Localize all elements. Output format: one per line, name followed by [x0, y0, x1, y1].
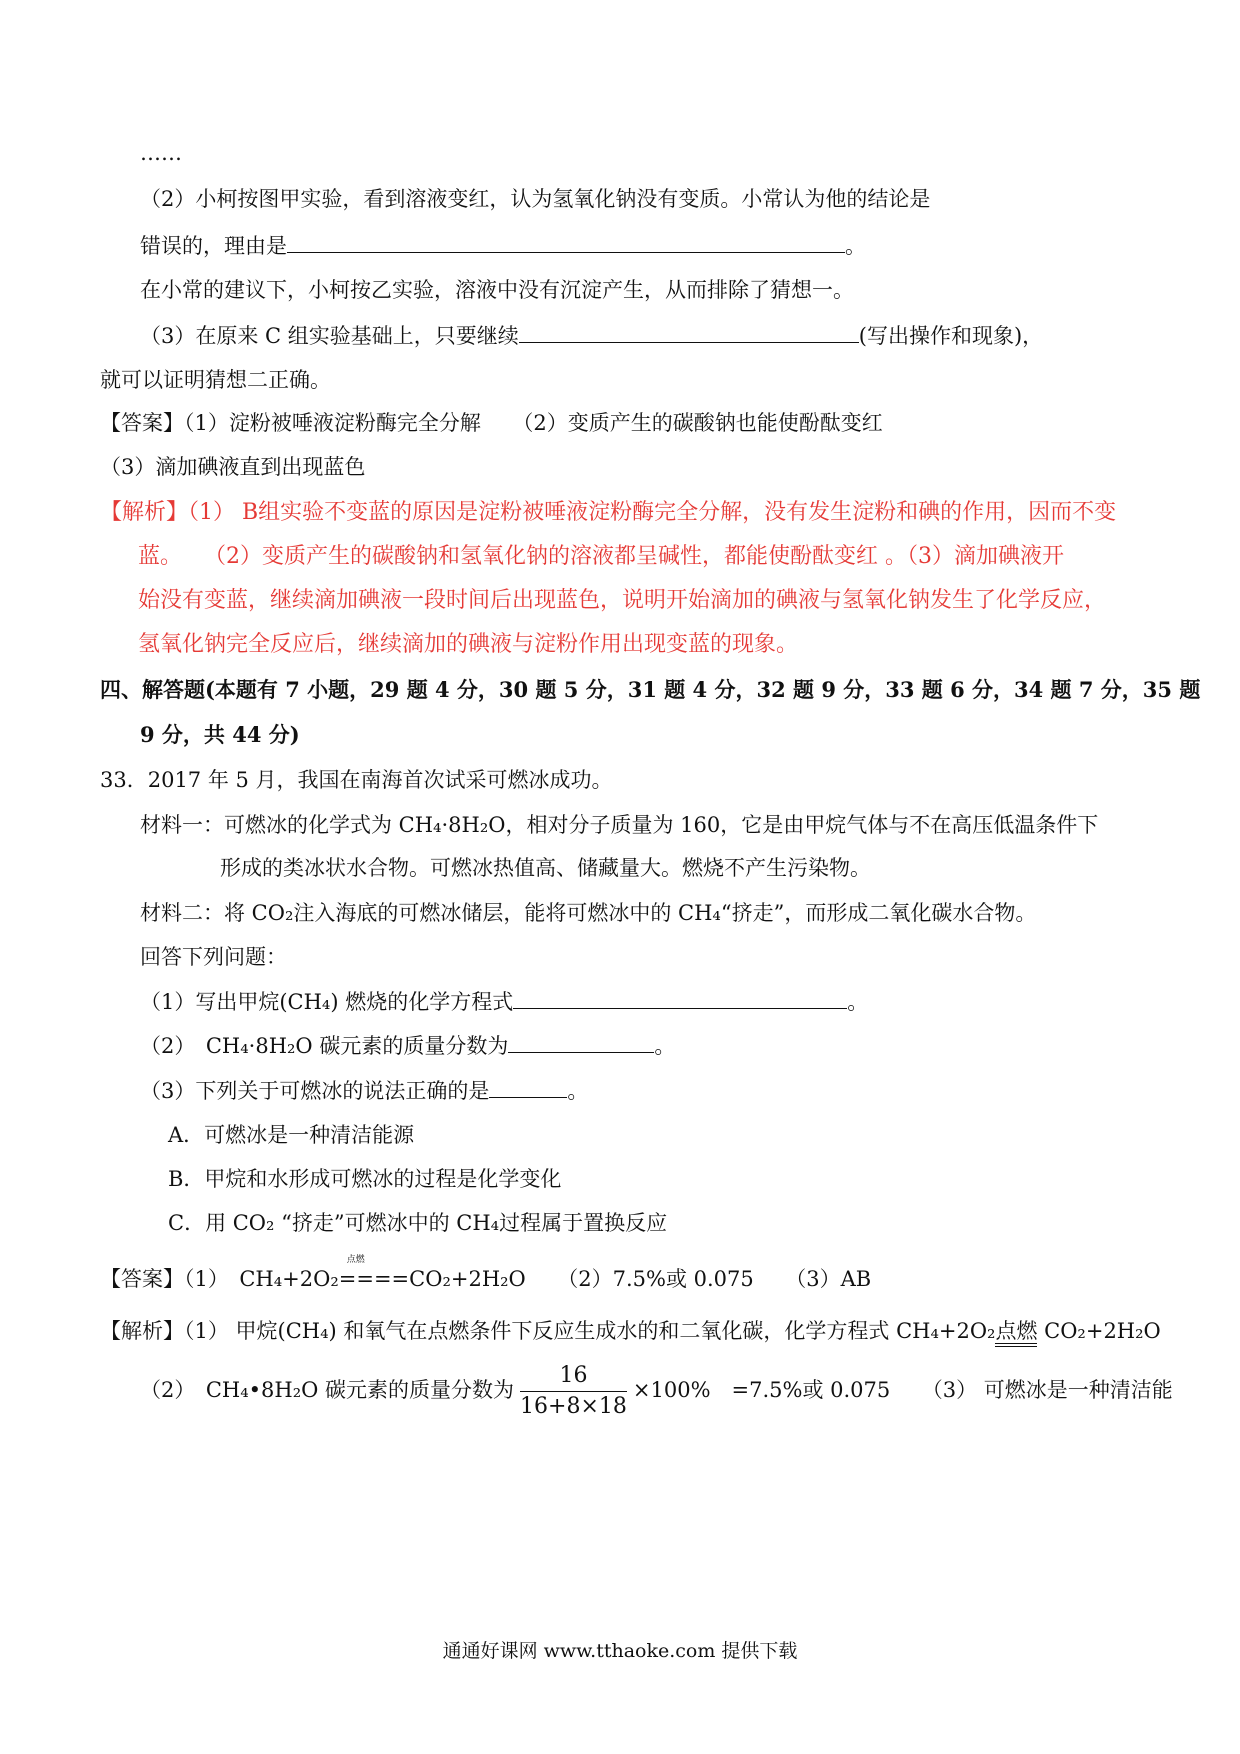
analysis-line-1: 【解析】（1） B组实验不变蓝的原因是淀粉被唾液淀粉酶完全分解，没有发生淀粉和碘的作用，因而不变: [100, 500, 1117, 525]
sub-question-1: [140, 986, 868, 1017]
sub-question-3-blank: [489, 1075, 567, 1098]
analysis-line-4: 氢氧化钠完全反应后，继续滴加的碘液与淀粉作用出现变蓝的现象。: [138, 632, 799, 657]
material-1-line: 材料一：可燃冰的化学式为 CH₄·8H₂O，相对分子质量为 160，它是由甲烷气体与不在高压低温条件下: [140, 813, 1099, 837]
question-3-end: (写出操作和现象)，: [858, 324, 1044, 348]
reason-label: 错误的，理由是: [140, 234, 287, 258]
option-b: B．甲烷和水形成可燃冰的过程是化学变化: [168, 1167, 562, 1191]
sub-question-1-end: 。: [847, 990, 869, 1014]
question-3-blank: [519, 320, 859, 343]
sub-question-3: [140, 1075, 588, 1106]
mass-fraction: [520, 1361, 627, 1422]
page-footer: 通通好课网 www.tthaoke.com 提供下载: [442, 1640, 798, 1662]
suggestion-line: 在小常的建议下，小柯按乙实验，溶液中没有沉淀产生，从而排除了猜想一。: [140, 278, 854, 302]
question-33-title: 33．2017 年 5 月，我国在南海首次试采可燃冰成功。: [100, 768, 613, 792]
reason-blank: [287, 230, 845, 253]
conclusion-line: 就可以证明猜想二正确。: [100, 368, 331, 392]
reason-end: 。: [845, 234, 866, 258]
question-3-label: （3）在原来 C 组实验基础上，只要继续: [140, 324, 519, 348]
reason-line: [140, 230, 866, 261]
analysis-33-text: 【解析】（1） 甲烷(CH₄) 和氧气在点燃条件下反应生成水的和二氧化碳，化学方程式 CH₄+2O₂: [100, 1319, 996, 1343]
reaction-equals: ====: [338, 1267, 410, 1291]
sub-question-3-label: （3）下列关于可燃冰的说法正确的是: [140, 1079, 490, 1103]
question-3-line: [140, 320, 1043, 351]
sub-question-3-end: 。: [567, 1079, 589, 1103]
sub-question-2-end: 。: [654, 1034, 676, 1058]
analysis-33-label: （2） CH₄•8H₂O 碳元素的质量分数为: [140, 1378, 515, 1402]
sub-question-2-blank: [508, 1030, 654, 1053]
sub-question-2: [140, 1030, 675, 1061]
sub-question-1-blank: [513, 986, 847, 1009]
material-2-line: 材料二：将 CO₂注入海底的可燃冰储层，能将可燃冰中的 CH₄“挤走”，而形成二氧化碳水合物。: [140, 901, 1037, 925]
analysis-line-3: 始没有变蓝，继续滴加碘液一段时间后出现蓝色，说明开始滴加的碘液与氢氧化钠发生了化学反应，: [138, 588, 1107, 613]
analysis-33-condition: 点燃: [995, 1319, 1037, 1347]
analysis-33-line-1: [100, 1316, 1161, 1346]
ellipsis-line: ……: [140, 141, 182, 165]
reaction-condition: 点燃: [346, 1255, 365, 1265]
reaction-arrow: [338, 1255, 410, 1294]
option-a: A．可燃冰是一种清洁能源: [168, 1123, 415, 1147]
answer-33-label: 【答案】（1） CH₄+2O₂: [100, 1267, 339, 1291]
answer-33-rest: CO₂+2H₂O （2）7.5%或 0.075 （3）AB: [409, 1267, 872, 1291]
sub-question-2-label: （2） CH₄·8H₂O 碳元素的质量分数为: [140, 1034, 509, 1058]
answer-line-1: 【答案】（1）淀粉被唾液淀粉酶完全分解 （2）变质产生的碳酸钠也能使酚酞变红: [100, 411, 883, 435]
fraction-denominator: 16+8×18: [520, 1394, 627, 1419]
material-1-cont: 形成的类冰状水合物。可燃冰热值高、储藏量大。燃烧不产生污染物。: [220, 856, 871, 880]
option-c: C．用 CO₂ “挤走”可燃冰中的 CH₄过程属于置换反应: [168, 1211, 668, 1235]
question-2-line: （2）小柯按图甲实验，看到溶液变红，认为氢氧化钠没有变质。小常认为他的结论是: [140, 187, 931, 211]
analysis-33-line-2: [140, 1360, 1173, 1422]
section-heading: 四、解答题(本题有 7 小题，29 题 4 分，30 题 5 分，31 题 4 分，32 题 9 分，33 题 6 分，34 题 7 分，35 题: [100, 677, 1201, 702]
instruction-line: 回答下列问题：: [140, 945, 287, 969]
answer-33: [100, 1255, 872, 1294]
fraction-numerator: 16: [520, 1361, 627, 1392]
answer-line-2: （3）滴加碘液直到出现蓝色: [100, 455, 366, 479]
analysis-33-after: ×100% =7.5%或 0.075 （3） 可燃冰是一种清洁能: [632, 1378, 1173, 1402]
analysis-line-2: 蓝。 （2）变质产生的碳酸钠和氢氧化钠的溶液都呈碱性，都能使酚酞变红 。（3）滴加碘液开: [138, 544, 1064, 569]
analysis-33-products: CO₂+2H₂O: [1037, 1319, 1161, 1343]
sub-question-1-label: （1）写出甲烷(CH₄) 燃烧的化学方程式: [140, 990, 514, 1014]
section-heading-cont: 9 分，共 44 分): [140, 722, 300, 747]
